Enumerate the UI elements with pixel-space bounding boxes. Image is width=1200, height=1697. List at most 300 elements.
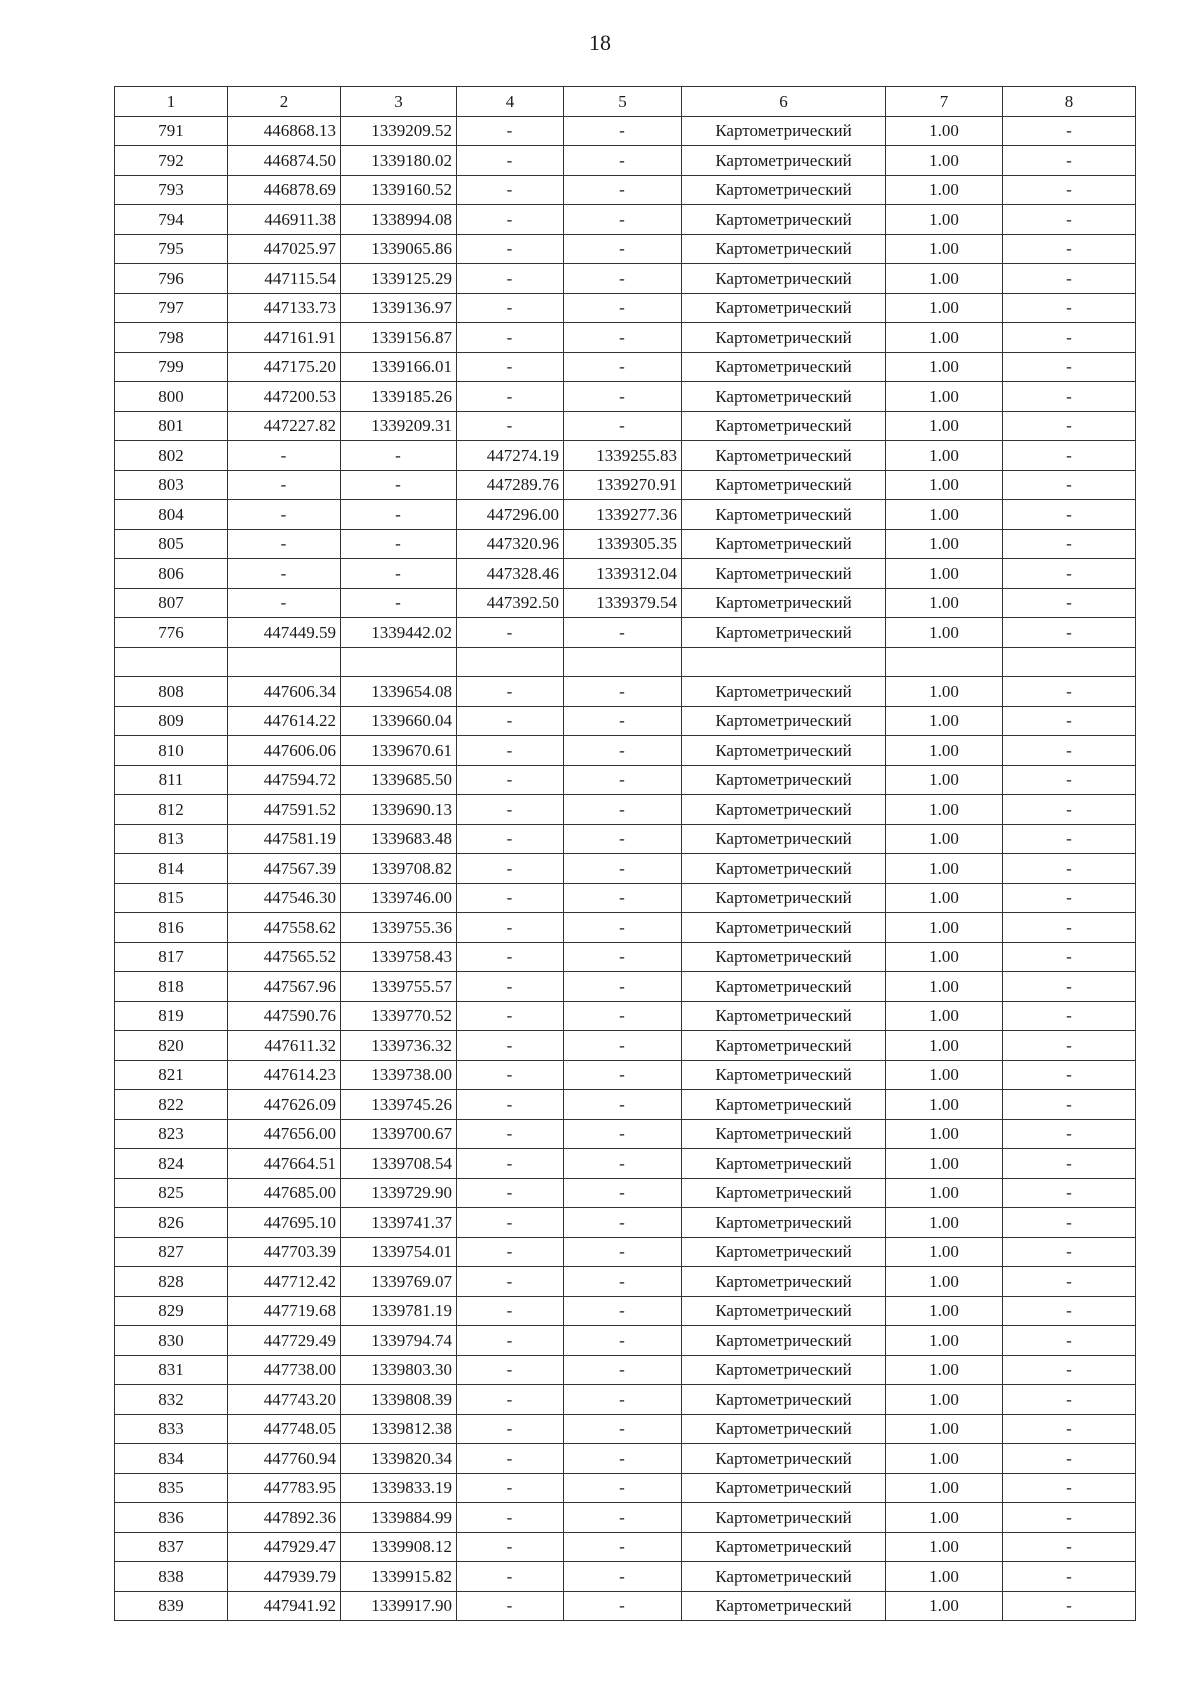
new-coord-x-cell: - xyxy=(457,913,564,943)
new-coord-y-cell: - xyxy=(564,972,682,1002)
point-number-cell: 816 xyxy=(115,913,228,943)
accuracy-cell: 1.00 xyxy=(886,913,1003,943)
accuracy-cell: 1.00 xyxy=(886,1326,1003,1356)
note-cell: - xyxy=(1003,883,1136,913)
table-row xyxy=(115,1178,1136,1208)
coord-y-cell: 1339755.57 xyxy=(341,972,457,1002)
table-row xyxy=(115,500,1136,530)
coord-y-cell: 1339820.34 xyxy=(341,1444,457,1474)
method-cell: Картометрический xyxy=(682,618,886,648)
table-row xyxy=(115,677,1136,707)
coord-x-cell: 447760.94 xyxy=(228,1444,341,1474)
new-coord-y-cell: - xyxy=(564,795,682,825)
point-number-cell: 795 xyxy=(115,234,228,264)
new-coord-y-cell: - xyxy=(564,205,682,235)
table-row xyxy=(115,205,1136,235)
new-coord-x-cell: - xyxy=(457,1503,564,1533)
point-number-cell: 829 xyxy=(115,1296,228,1326)
table-row xyxy=(115,1060,1136,1090)
new-coord-x-cell: 447320.96 xyxy=(457,529,564,559)
coord-x-cell: 447025.97 xyxy=(228,234,341,264)
point-number-cell: 811 xyxy=(115,765,228,795)
method-cell: Картометрический xyxy=(682,1385,886,1415)
point-number-cell: 827 xyxy=(115,1237,228,1267)
coord-x-cell: 447175.20 xyxy=(228,352,341,382)
method-cell: Картометрический xyxy=(682,1178,886,1208)
coord-y-cell: 1339745.26 xyxy=(341,1090,457,1120)
method-cell: Картометрический xyxy=(682,1355,886,1385)
coord-y-cell: 1339808.39 xyxy=(341,1385,457,1415)
method-cell: Картометрический xyxy=(682,175,886,205)
coord-y-cell: 1339156.87 xyxy=(341,323,457,353)
coord-x-cell: 447227.82 xyxy=(228,411,341,441)
new-coord-x-cell: - xyxy=(457,795,564,825)
method-cell: Картометрический xyxy=(682,1031,886,1061)
coord-y-cell: 1339908.12 xyxy=(341,1532,457,1562)
point-number-cell: 802 xyxy=(115,441,228,471)
new-coord-y-cell: - xyxy=(564,146,682,176)
accuracy-cell: 1.00 xyxy=(886,1591,1003,1621)
new-coord-y-cell: - xyxy=(564,1473,682,1503)
coord-x-cell: 446878.69 xyxy=(228,175,341,205)
coord-y-cell: 1339708.54 xyxy=(341,1149,457,1179)
coord-y-cell: 1339729.90 xyxy=(341,1178,457,1208)
coord-x-cell: 447200.53 xyxy=(228,382,341,412)
coord-x-cell: 447161.91 xyxy=(228,323,341,353)
note-cell: - xyxy=(1003,1591,1136,1621)
note-cell: - xyxy=(1003,1119,1136,1149)
method-cell: Картометрический xyxy=(682,323,886,353)
note-cell: - xyxy=(1003,146,1136,176)
coord-y-cell: - xyxy=(341,470,457,500)
new-coord-x-cell: - xyxy=(457,205,564,235)
point-number-cell: 819 xyxy=(115,1001,228,1031)
point-number-cell: 799 xyxy=(115,352,228,382)
coord-x-cell: 447590.76 xyxy=(228,1001,341,1031)
point-number-cell: 838 xyxy=(115,1562,228,1592)
new-coord-x-cell: - xyxy=(457,677,564,707)
method-cell: Картометрический xyxy=(682,146,886,176)
point-number-cell: 822 xyxy=(115,1090,228,1120)
coord-y-cell: 1339833.19 xyxy=(341,1473,457,1503)
accuracy-cell: 1.00 xyxy=(886,529,1003,559)
note-cell: - xyxy=(1003,1473,1136,1503)
new-coord-y-cell: - xyxy=(564,854,682,884)
point-number-cell: 814 xyxy=(115,854,228,884)
coord-x-cell: 447449.59 xyxy=(228,618,341,648)
accuracy-cell: 1.00 xyxy=(886,1149,1003,1179)
coord-y-cell: 1339700.67 xyxy=(341,1119,457,1149)
new-coord-x-cell: - xyxy=(457,1119,564,1149)
table-row xyxy=(115,529,1136,559)
accuracy-cell: 1.00 xyxy=(886,264,1003,294)
note-cell: - xyxy=(1003,1326,1136,1356)
header-row xyxy=(115,87,1136,117)
table-row xyxy=(115,1267,1136,1297)
coord-y-cell: 1339209.52 xyxy=(341,116,457,146)
note-cell: - xyxy=(1003,618,1136,648)
new-coord-x-cell: - xyxy=(457,1001,564,1031)
new-coord-y-cell: 1339255.83 xyxy=(564,441,682,471)
accuracy-cell: 1.00 xyxy=(886,942,1003,972)
coord-y-cell: 1339755.36 xyxy=(341,913,457,943)
table-row xyxy=(115,854,1136,884)
note-cell: - xyxy=(1003,559,1136,589)
method-cell: Картометрический xyxy=(682,883,886,913)
coord-x-cell: 446868.13 xyxy=(228,116,341,146)
new-coord-y-cell: - xyxy=(564,1178,682,1208)
new-coord-y-cell: - xyxy=(564,234,682,264)
point-number-cell: 823 xyxy=(115,1119,228,1149)
coord-y-cell: 1339685.50 xyxy=(341,765,457,795)
method-cell: Картометрический xyxy=(682,1267,886,1297)
point-number-cell xyxy=(115,647,228,677)
method-cell: Картометрический xyxy=(682,972,886,1002)
coord-x-cell: 447565.52 xyxy=(228,942,341,972)
new-coord-x-cell: - xyxy=(457,1473,564,1503)
coord-x-cell: 446874.50 xyxy=(228,146,341,176)
new-coord-y-cell: - xyxy=(564,116,682,146)
coord-y-cell: 1339758.43 xyxy=(341,942,457,972)
new-coord-y-cell: - xyxy=(564,1296,682,1326)
point-number-cell: 825 xyxy=(115,1178,228,1208)
coord-y-cell: 1339180.02 xyxy=(341,146,457,176)
new-coord-y-cell: 1339277.36 xyxy=(564,500,682,530)
note-cell: - xyxy=(1003,706,1136,736)
coord-x-cell xyxy=(228,647,341,677)
table-row xyxy=(115,1208,1136,1238)
point-number-cell: 831 xyxy=(115,1355,228,1385)
accuracy-cell: 1.00 xyxy=(886,706,1003,736)
note-cell: - xyxy=(1003,264,1136,294)
method-cell: Картометрический xyxy=(682,913,886,943)
new-coord-x-cell: 447274.19 xyxy=(457,441,564,471)
coord-y-cell: 1339769.07 xyxy=(341,1267,457,1297)
new-coord-x-cell: - xyxy=(457,1385,564,1415)
accuracy-cell: 1.00 xyxy=(886,175,1003,205)
method-cell: Картометрический xyxy=(682,824,886,854)
method-cell xyxy=(682,647,886,677)
accuracy-cell: 1.00 xyxy=(886,1060,1003,1090)
new-coord-x-cell: - xyxy=(457,706,564,736)
table-row xyxy=(115,1326,1136,1356)
page-number: 18 xyxy=(589,30,611,55)
coord-y-cell: - xyxy=(341,500,457,530)
table-row xyxy=(115,146,1136,176)
note-cell: - xyxy=(1003,913,1136,943)
table-row xyxy=(115,942,1136,972)
table-row xyxy=(115,736,1136,766)
new-coord-y-cell: - xyxy=(564,1444,682,1474)
coord-x-cell: 447606.06 xyxy=(228,736,341,766)
table-row xyxy=(115,234,1136,264)
note-cell: - xyxy=(1003,1267,1136,1297)
point-number-cell: 812 xyxy=(115,795,228,825)
accuracy-cell: 1.00 xyxy=(886,1296,1003,1326)
coord-y-cell: - xyxy=(341,588,457,618)
note-cell: - xyxy=(1003,588,1136,618)
header-cell: 7 xyxy=(886,87,1003,117)
accuracy-cell: 1.00 xyxy=(886,500,1003,530)
accuracy-cell: 1.00 xyxy=(886,559,1003,589)
new-coord-y-cell: - xyxy=(564,1001,682,1031)
new-coord-x-cell: - xyxy=(457,264,564,294)
new-coord-x-cell: - xyxy=(457,1237,564,1267)
note-cell: - xyxy=(1003,1178,1136,1208)
note-cell: - xyxy=(1003,677,1136,707)
new-coord-y-cell: - xyxy=(564,1267,682,1297)
table-row xyxy=(115,441,1136,471)
new-coord-x-cell: 447328.46 xyxy=(457,559,564,589)
note-cell: - xyxy=(1003,1444,1136,1474)
new-coord-x-cell: - xyxy=(457,1296,564,1326)
point-number-cell: 791 xyxy=(115,116,228,146)
note-cell: - xyxy=(1003,824,1136,854)
coord-x-cell: 447614.23 xyxy=(228,1060,341,1090)
point-number-cell: 801 xyxy=(115,411,228,441)
coord-y-cell: 1339746.00 xyxy=(341,883,457,913)
new-coord-y-cell: - xyxy=(564,323,682,353)
new-coord-y-cell: - xyxy=(564,1591,682,1621)
new-coord-x-cell: - xyxy=(457,1149,564,1179)
new-coord-x-cell: - xyxy=(457,323,564,353)
accuracy-cell: 1.00 xyxy=(886,1119,1003,1149)
point-number-cell: 833 xyxy=(115,1414,228,1444)
note-cell: - xyxy=(1003,1503,1136,1533)
point-number-cell: 793 xyxy=(115,175,228,205)
new-coord-y-cell: 1339305.35 xyxy=(564,529,682,559)
accuracy-cell xyxy=(886,647,1003,677)
method-cell: Картометрический xyxy=(682,1503,886,1533)
accuracy-cell: 1.00 xyxy=(886,795,1003,825)
accuracy-cell: 1.00 xyxy=(886,1532,1003,1562)
method-cell: Картометрический xyxy=(682,1444,886,1474)
new-coord-x-cell: - xyxy=(457,1444,564,1474)
new-coord-y-cell: - xyxy=(564,1385,682,1415)
accuracy-cell: 1.00 xyxy=(886,677,1003,707)
accuracy-cell: 1.00 xyxy=(886,470,1003,500)
note-cell: - xyxy=(1003,795,1136,825)
note-cell: - xyxy=(1003,1060,1136,1090)
coord-y-cell: 1339736.32 xyxy=(341,1031,457,1061)
table-row xyxy=(115,972,1136,1002)
method-cell: Картометрический xyxy=(682,234,886,264)
new-coord-y-cell: - xyxy=(564,736,682,766)
point-number-cell: 794 xyxy=(115,205,228,235)
header-cell: 1 xyxy=(115,87,228,117)
coord-y-cell: 1339442.02 xyxy=(341,618,457,648)
accuracy-cell: 1.00 xyxy=(886,1001,1003,1031)
new-coord-x-cell: - xyxy=(457,1562,564,1592)
point-number-cell: 818 xyxy=(115,972,228,1002)
table-row xyxy=(115,1414,1136,1444)
new-coord-x-cell: - xyxy=(457,942,564,972)
note-cell: - xyxy=(1003,972,1136,1002)
accuracy-cell: 1.00 xyxy=(886,234,1003,264)
new-coord-x-cell: - xyxy=(457,972,564,1002)
accuracy-cell: 1.00 xyxy=(886,854,1003,884)
new-coord-x-cell: 447296.00 xyxy=(457,500,564,530)
method-cell: Картометрический xyxy=(682,1562,886,1592)
new-coord-y-cell: - xyxy=(564,1503,682,1533)
table-row xyxy=(115,1532,1136,1562)
method-cell: Картометрический xyxy=(682,1001,886,1031)
coord-y-cell: - xyxy=(341,529,457,559)
point-number-cell: 797 xyxy=(115,293,228,323)
point-number-cell: 824 xyxy=(115,1149,228,1179)
new-coord-x-cell: - xyxy=(457,1090,564,1120)
table-row xyxy=(115,795,1136,825)
coord-x-cell: 446911.38 xyxy=(228,205,341,235)
coord-y-cell: 1339065.86 xyxy=(341,234,457,264)
method-cell: Картометрический xyxy=(682,588,886,618)
coord-x-cell: - xyxy=(228,529,341,559)
note-cell: - xyxy=(1003,500,1136,530)
coord-x-cell: 447748.05 xyxy=(228,1414,341,1444)
new-coord-x-cell: - xyxy=(457,234,564,264)
new-coord-x-cell: - xyxy=(457,1355,564,1385)
coord-y-cell: - xyxy=(341,559,457,589)
coord-x-cell: 447606.34 xyxy=(228,677,341,707)
accuracy-cell: 1.00 xyxy=(886,1031,1003,1061)
accuracy-cell: 1.00 xyxy=(886,1414,1003,1444)
accuracy-cell: 1.00 xyxy=(886,1562,1003,1592)
point-number-cell: 837 xyxy=(115,1532,228,1562)
accuracy-cell: 1.00 xyxy=(886,736,1003,766)
table-row xyxy=(115,1562,1136,1592)
method-cell: Картометрический xyxy=(682,1414,886,1444)
method-cell: Картометрический xyxy=(682,441,886,471)
coord-y-cell: 1339754.01 xyxy=(341,1237,457,1267)
point-number-cell: 809 xyxy=(115,706,228,736)
point-number-cell: 805 xyxy=(115,529,228,559)
new-coord-y-cell: - xyxy=(564,618,682,648)
coord-x-cell: 447115.54 xyxy=(228,264,341,294)
coord-y-cell: 1339185.26 xyxy=(341,382,457,412)
coord-x-cell: 447892.36 xyxy=(228,1503,341,1533)
point-number-cell: 807 xyxy=(115,588,228,618)
note-cell: - xyxy=(1003,1001,1136,1031)
coord-x-cell: 447591.52 xyxy=(228,795,341,825)
coord-x-cell: 447581.19 xyxy=(228,824,341,854)
note-cell: - xyxy=(1003,1208,1136,1238)
accuracy-cell: 1.00 xyxy=(886,1237,1003,1267)
new-coord-y-cell: - xyxy=(564,942,682,972)
point-number-cell: 810 xyxy=(115,736,228,766)
method-cell: Картометрический xyxy=(682,1296,886,1326)
table-row xyxy=(115,264,1136,294)
point-number-cell: 813 xyxy=(115,824,228,854)
coord-y-cell: 1339781.19 xyxy=(341,1296,457,1326)
coord-y-cell: 1339683.48 xyxy=(341,824,457,854)
new-coord-y-cell: 1339270.91 xyxy=(564,470,682,500)
coord-y-cell: 1339812.38 xyxy=(341,1414,457,1444)
point-number-cell: 830 xyxy=(115,1326,228,1356)
new-coord-x-cell: - xyxy=(457,824,564,854)
new-coord-x-cell: 447289.76 xyxy=(457,470,564,500)
new-coord-x-cell: - xyxy=(457,411,564,441)
coord-y-cell: 1339794.74 xyxy=(341,1326,457,1356)
new-coord-y-cell: 1339379.54 xyxy=(564,588,682,618)
coord-y-cell: 1339915.82 xyxy=(341,1562,457,1592)
coord-x-cell: 447567.96 xyxy=(228,972,341,1002)
table-row xyxy=(115,323,1136,353)
new-coord-y-cell: - xyxy=(564,706,682,736)
accuracy-cell: 1.00 xyxy=(886,411,1003,441)
point-number-cell: 796 xyxy=(115,264,228,294)
table-row xyxy=(115,1296,1136,1326)
table-row xyxy=(115,765,1136,795)
note-cell: - xyxy=(1003,175,1136,205)
method-cell: Картометрический xyxy=(682,382,886,412)
coord-y-cell: 1339125.29 xyxy=(341,264,457,294)
method-cell: Картометрический xyxy=(682,1090,886,1120)
table-row xyxy=(115,1031,1136,1061)
coord-x-cell: 447133.73 xyxy=(228,293,341,323)
table-row xyxy=(115,1149,1136,1179)
method-cell: Картометрический xyxy=(682,795,886,825)
new-coord-y-cell xyxy=(564,647,682,677)
table-row xyxy=(115,706,1136,736)
note-cell: - xyxy=(1003,293,1136,323)
new-coord-y-cell: - xyxy=(564,1355,682,1385)
method-cell: Картометрический xyxy=(682,1119,886,1149)
new-coord-y-cell: - xyxy=(564,1090,682,1120)
method-cell: Картометрический xyxy=(682,559,886,589)
coord-x-cell: 447712.42 xyxy=(228,1267,341,1297)
table-row xyxy=(115,1591,1136,1621)
coord-y-cell: - xyxy=(341,441,457,471)
table-row xyxy=(115,618,1136,648)
new-coord-y-cell: - xyxy=(564,175,682,205)
note-cell: - xyxy=(1003,1237,1136,1267)
accuracy-cell: 1.00 xyxy=(886,293,1003,323)
note-cell: - xyxy=(1003,352,1136,382)
point-number-cell: 806 xyxy=(115,559,228,589)
header-cell: 2 xyxy=(228,87,341,117)
header-cell: 3 xyxy=(341,87,457,117)
table-row xyxy=(115,352,1136,382)
coord-x-cell: 447626.09 xyxy=(228,1090,341,1120)
method-cell: Картометрический xyxy=(682,1532,886,1562)
table-row xyxy=(115,116,1136,146)
new-coord-x-cell: - xyxy=(457,1591,564,1621)
new-coord-x-cell: - xyxy=(457,146,564,176)
coord-y-cell: 1339741.37 xyxy=(341,1208,457,1238)
new-coord-x-cell: - xyxy=(457,1208,564,1238)
point-number-cell: 803 xyxy=(115,470,228,500)
coord-y-cell: 1339738.00 xyxy=(341,1060,457,1090)
note-cell: - xyxy=(1003,411,1136,441)
accuracy-cell: 1.00 xyxy=(886,765,1003,795)
point-number-cell: 836 xyxy=(115,1503,228,1533)
coord-x-cell: 447558.62 xyxy=(228,913,341,943)
coord-y-cell: 1339803.30 xyxy=(341,1355,457,1385)
method-cell: Картометрический xyxy=(682,1149,886,1179)
new-coord-x-cell: - xyxy=(457,382,564,412)
new-coord-x-cell: - xyxy=(457,1414,564,1444)
coord-y-cell: 1339660.04 xyxy=(341,706,457,736)
header-cell: 5 xyxy=(564,87,682,117)
method-cell: Картометрический xyxy=(682,1473,886,1503)
point-number-cell: 815 xyxy=(115,883,228,913)
point-number-cell: 820 xyxy=(115,1031,228,1061)
accuracy-cell: 1.00 xyxy=(886,1355,1003,1385)
coord-x-cell: - xyxy=(228,500,341,530)
method-cell: Картометрический xyxy=(682,1237,886,1267)
coord-y-cell: 1339690.13 xyxy=(341,795,457,825)
new-coord-y-cell: - xyxy=(564,765,682,795)
